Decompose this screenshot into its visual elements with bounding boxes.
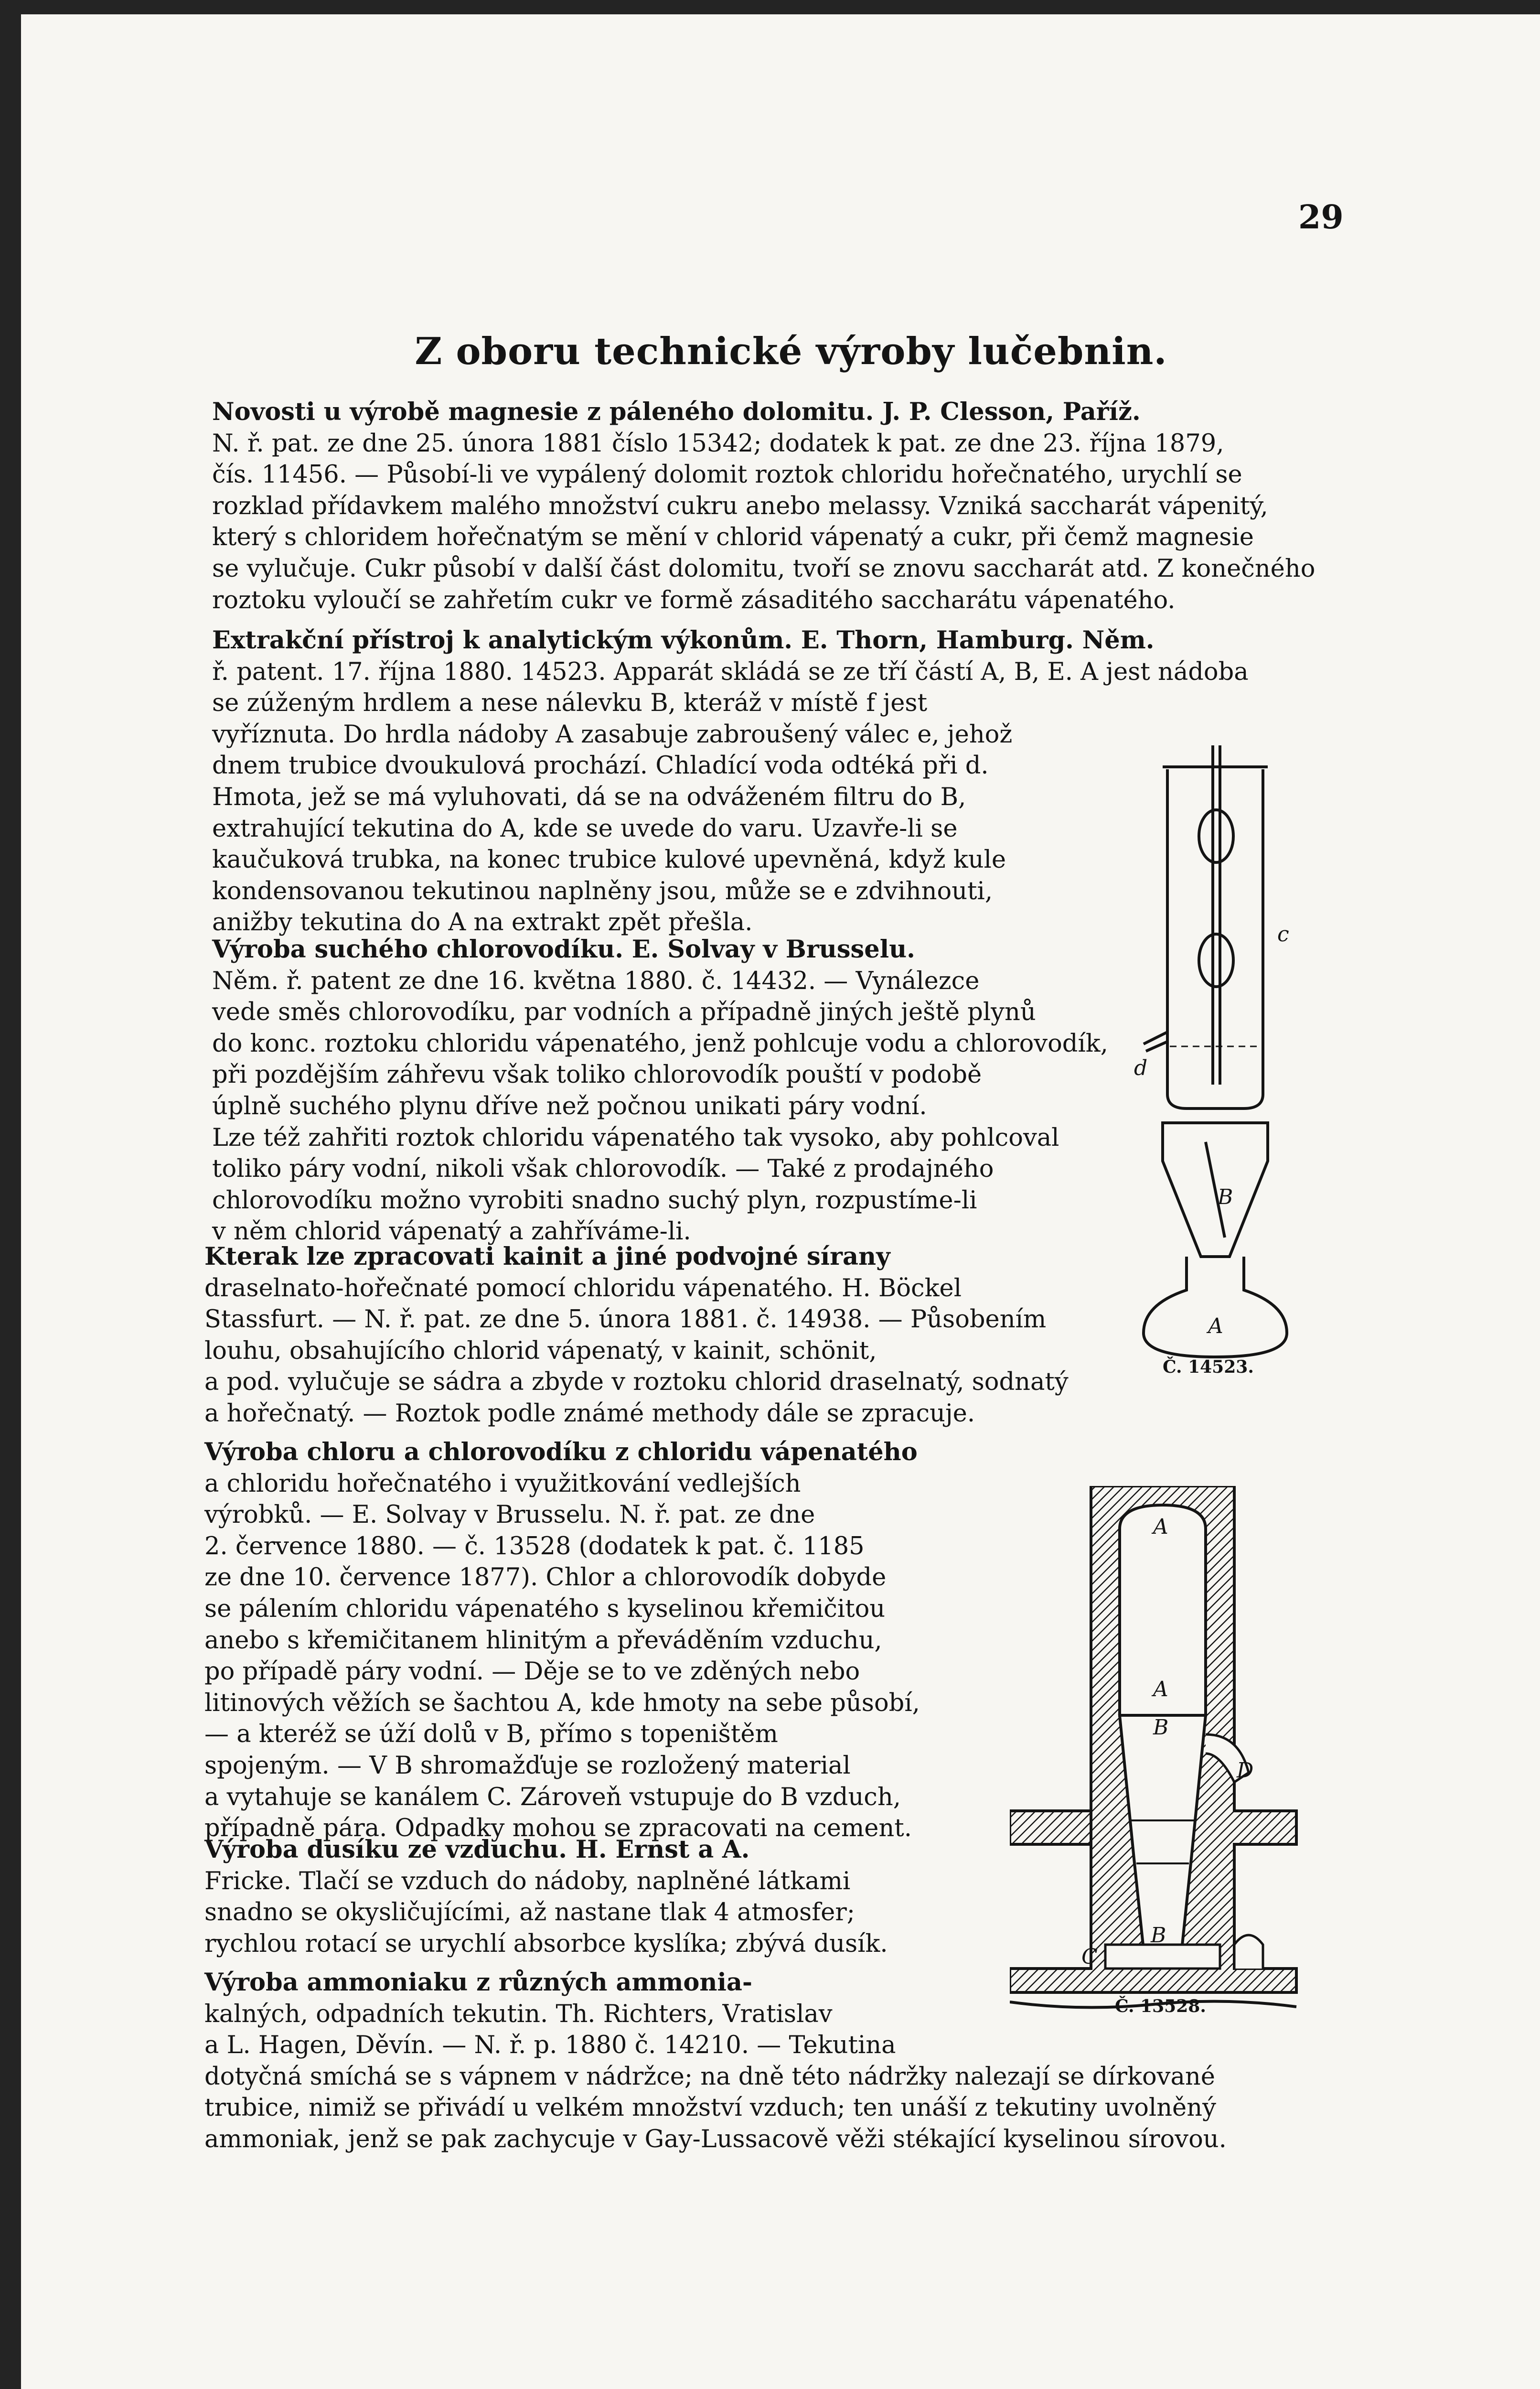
article-line: úplně suchého plynu dříve než počnou unikati páry vodní. — [212, 1092, 927, 1120]
extraction-apparatus-figure — [1134, 741, 1296, 1362]
article-magnesie — [212, 397, 1336, 616]
article-line: se pálením chloridu vápenatého s kyselinou křemičitou — [204, 1594, 886, 1623]
article-line: toliko páry vodní, nikoli však chlorovodík. — Také z prodajného — [212, 1155, 994, 1184]
fig1-label: c — [1277, 922, 1289, 947]
article-line: Něm. ř. patent ze dne 16. května 1880. č. 14432. — Vynálezce — [212, 967, 980, 995]
article-line: rozklad přídavkem malého množství cukru anebo melassy. Vzniká saccharát vápenitý, — [212, 492, 1268, 520]
article-line: rychlou rotací se urychlí absorbce kyslíka; zbývá dusík. — [204, 1929, 888, 1958]
article-line: se vylučuje. Cukr působí v další část dolomitu, tvoří se znovu saccharát atd. Z konečného — [212, 554, 1315, 583]
tower-furnace-figure — [1010, 1486, 1301, 2016]
article-line: případně pára. Odpadky mohou se zpracovati na cement. — [204, 1814, 912, 1843]
article-line: dotyčná smíchá se s vápnem v nádržce; na dně této nádržky nalezají se dírkované — [204, 2062, 1215, 2091]
article-line: Fricke. Tlačí se vzduch do nádoby, naplněné látkami — [204, 1867, 851, 1895]
article-line: a hořečnatý. — Roztok podle známé methody dále se zpracuje. — [204, 1399, 975, 1428]
article-line: a chloridu hořečnatého i využitkování vedlejších — [204, 1469, 801, 1498]
article-line: Lze též zahřiti roztok chloridu vápenatého tak vysoko, aby pohlcoval — [212, 1123, 1059, 1152]
section-title: Z oboru technické výroby lučebnin. — [415, 330, 1167, 373]
fig2-label: B — [1153, 1715, 1169, 1740]
article-line: ze dne 10. července 1877). Chlor a chlorovodík dobyde — [204, 1563, 887, 1592]
article-line: který s chloridem hořečnatým se mění v chlorid vápenatý a cukr, při čemž magnesie — [212, 523, 1254, 552]
article-line: anižby tekutina do A na extrakt zpět přešla. — [212, 908, 753, 937]
article-line: po případě páry vodní. — Děje se to ve zděných nebo — [204, 1657, 860, 1686]
article-line: spojeným. — V B shromažďuje se rozložený material — [204, 1751, 851, 1780]
article-line: roztoku vyloučí se zahřetím cukr ve formě zásaditého saccharátu vápenatého. — [212, 586, 1176, 614]
article-line: chlorovodíku možno vyrobiti snadno suchý plyn, rozpustíme-li — [212, 1186, 977, 1215]
article-line: snadno se okysličujícími, až nastane tlak 4 atmosfer; — [204, 1898, 855, 1927]
article-line: ř. patent. 17. října 1880. 14523. Apparát skládá se ze tří částí A, B, E. A jest nádoba — [212, 657, 1249, 686]
article-line: se zúženým hrdlem a nese nálevku B, kteráž v místě f jest — [212, 689, 928, 718]
fig2-label: D — [1237, 1758, 1254, 1783]
article-line: dnem trubice dvoukulová prochází. Chladící voda odtéká při d. — [212, 752, 989, 780]
article-line: — a kteréž se úží dolů v B, přímo s topeništěm — [204, 1720, 778, 1749]
article-line: litinových věžích se šachtou A, kde hmoty na sebe působí, — [204, 1689, 920, 1717]
fig1-label: B — [1218, 1185, 1233, 1209]
article-line: Kterak lze zpracovati kainit a jiné podvojné sírany — [204, 1242, 890, 1271]
article-line: kondensovanou tekutinou naplněny jsou, může se e zdvihnouti, — [212, 877, 993, 905]
article-line: louhu, obsahujícího chlorid vápenatý, v kainit, schönit, — [204, 1336, 877, 1365]
article-line: kaučuková trubka, na konec trubice kulové upevněná, když kule — [212, 846, 1006, 874]
article-kainit — [204, 1241, 1079, 1430]
article-line: do konc. roztoku chloridu vápenatého, jenž pohlcuje vodu a chlorovodík, — [212, 1029, 1108, 1058]
fig2-label: A — [1153, 1515, 1168, 1539]
article-line: Hmota, jež se má vyluhovati, dá se na odváženém filtru do B, — [212, 783, 966, 811]
article-line: vyříznuta. Do hrdla nádoby A zasabuje zabroušený válec e, jehož — [212, 720, 1013, 749]
page-number: 29 — [1298, 198, 1344, 237]
fig2-label: C — [1081, 1945, 1098, 1969]
article-line: extrahující tekutina do A, kde se uvede do varu. Uzavře-li se — [212, 814, 958, 843]
article-line: Výroba suchého chlorovodíku. E. Solvay v Brusselu. — [212, 935, 915, 964]
fig2-label: A — [1153, 1677, 1168, 1701]
article-line: ammoniak, jenž se pak zachycuje v Gay-Lussacově věži stékající kyselinou sírovou. — [204, 2125, 1227, 2153]
article-line: výrobků. — E. Solvay v Brusselu. N. ř. pat. ze dne — [204, 1501, 815, 1529]
article-line: trubice, nimiž se přivádí u velkém množství vzduch; ten unáší z tekutiny uvolněný — [204, 2094, 1216, 2122]
article-line: Výroba ammoniaku z různých ammonia- — [204, 1968, 753, 1997]
figure-caption: Č. 14523. — [1163, 1357, 1254, 1377]
article-line: kalných, odpadních tekutin. Th. Richters, Vratislav — [204, 2000, 833, 2028]
article-line: N. ř. pat. ze dne 25. února 1881 číslo 15342; dodatek k pat. ze dne 23. října 1879, — [212, 429, 1224, 458]
article-line: Stassfurt. — N. ř. pat. ze dne 5. února 1881. č. 14938. — Působením — [204, 1305, 1047, 1334]
article-dusik — [204, 1834, 945, 1959]
article-line: 2. července 1880. — č. 13528 (dodatek k pat. č. 1185 — [204, 1532, 865, 1560]
fig2-label: B — [1151, 1923, 1166, 1948]
fig1-label: d — [1134, 1056, 1148, 1080]
article-line: Výroba dusíku ze vzduchu. H. Ernst a A. — [204, 1835, 750, 1864]
article-line: při pozdějším záhřevu však toliko chlorovodík pouští v podobě — [212, 1061, 982, 1089]
article-line: čís. 11456. — Působí-li ve vypálený dolomit roztok chloridu hořečnatého, urychlí se — [212, 461, 1242, 489]
article-line: a vytahuje se kanálem C. Zároveň vstupuje do B vzduch, — [204, 1783, 901, 1811]
article-suchy-chlorovodik — [212, 934, 1108, 1248]
article-line: vede směs chlorovodíku, par vodních a případně jiných ještě plynů — [212, 998, 1036, 1027]
article-line: anebo s křemičitanem hlinitým a převáděním vzduchu, — [204, 1626, 882, 1655]
article-line: a pod. vylučuje se sádra a zbyde v roztoku chlorid draselnatý, sodnatý — [204, 1368, 1069, 1397]
article-line: a L. Hagen, Děvín. — N. ř. p. 1880 č. 14210. — Tekutina — [204, 2031, 896, 2060]
article-line: Novosti u výrobě magnesie z páleného dolomitu. J. P. Clesson, Paříž. — [212, 398, 1141, 426]
article-chlor-chlorovodik — [204, 1437, 945, 1844]
figure-caption: Č. 13528. — [1115, 1996, 1206, 2016]
article-line: v něm chlorid vápenatý a zahříváme-li. — [212, 1217, 691, 1246]
article-line: draselnato-hořečnaté pomocí chloridu vápenatého. H. Böckel — [204, 1274, 962, 1302]
fig1-label: A — [1208, 1314, 1223, 1338]
article-line: Extrakční přístroj k analytickým výkonům. E. Thorn, Hamburg. Něm. — [212, 626, 1155, 655]
article-line: Výroba chloru a chlorovodíku z chloridu vápenatého — [204, 1438, 918, 1466]
